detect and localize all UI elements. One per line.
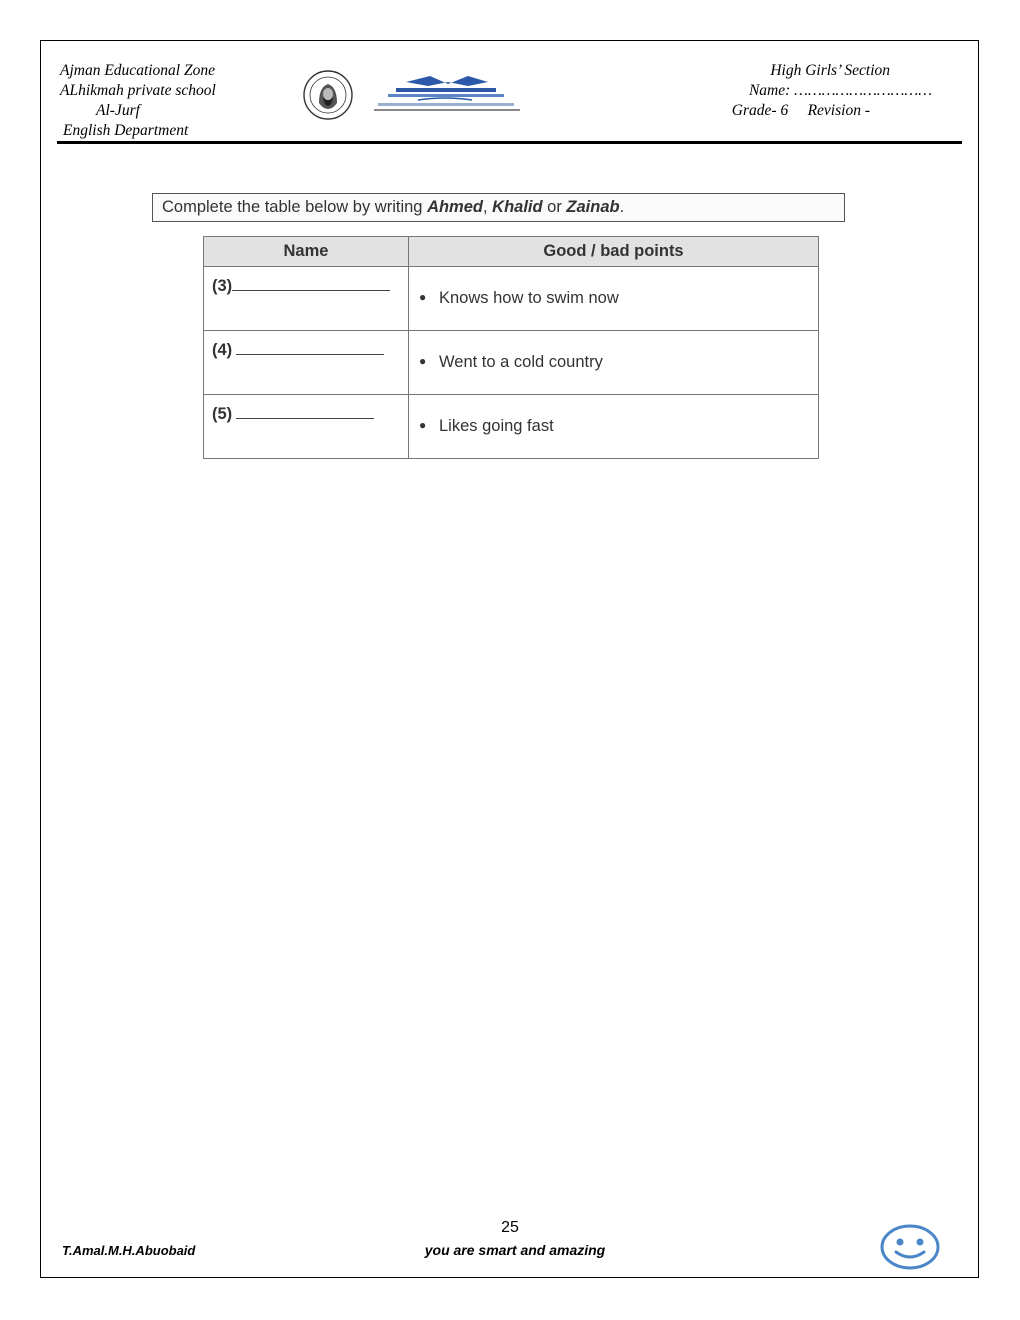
row-number-cell [204,395,409,459]
header-divider [57,141,962,144]
grade-line [732,101,932,121]
department-line: English Department [63,122,189,139]
instruction-name-ahmed: Ahmed [427,198,483,216]
points-table [203,236,819,459]
seal-emblem-icon [302,69,354,121]
point-cell [409,331,819,395]
footer-motto: you are smart and amazing [424,1242,606,1258]
zone-line: Ajman Educational Zone [60,62,215,79]
header-name: Name [204,237,409,267]
instruction-sep2: or [542,198,567,216]
name-line: Name: ………………………… [748,82,932,99]
row-number: (3) [212,277,233,295]
table-row [204,395,819,459]
smiley-face-icon [879,1222,941,1272]
bullet-icon: ● [419,290,427,304]
grade-label: Grade- 6 [731,102,789,119]
instruction-suffix: . [619,198,625,216]
revision-label: Revision - [807,102,870,119]
table-row [204,267,819,331]
point-text: Knows how to swim now [439,289,619,307]
instruction-sep1: , [482,198,493,216]
instruction-name-zainab: Zainab [566,198,620,216]
point-cell [409,267,819,331]
school-logo-icon [368,72,522,116]
school-info [60,61,216,141]
answer-blank[interactable] [236,340,384,355]
header-points: Good / bad points [409,237,819,267]
section-line: High Girls’ Section [770,62,890,79]
instruction-box [152,193,845,222]
answer-blank[interactable] [232,276,390,291]
student-info [732,61,932,121]
table-header-row [204,237,819,267]
row-number: (5) [212,405,233,423]
answer-blank[interactable] [236,404,374,419]
school-line: ALhikmah private school [60,82,216,99]
instruction-name-khalid: Khalid [492,198,543,216]
instruction-prefix: Complete the table below by writing [162,198,428,216]
author-name: T.Amal.M.H.Abuobaid [62,1243,196,1258]
point-text: Likes going fast [439,417,554,435]
bullet-icon: ● [419,354,427,368]
table-row [204,331,819,395]
row-number-cell [204,331,409,395]
bullet-icon: ● [419,418,427,432]
row-number: (4) [212,341,233,359]
page-border [40,40,979,1278]
point-text: Went to a cold country [439,353,603,371]
location-line: Al-Jurf [96,102,140,119]
point-cell [409,395,819,459]
page-number: 25 [501,1219,519,1236]
row-number-cell [204,267,409,331]
